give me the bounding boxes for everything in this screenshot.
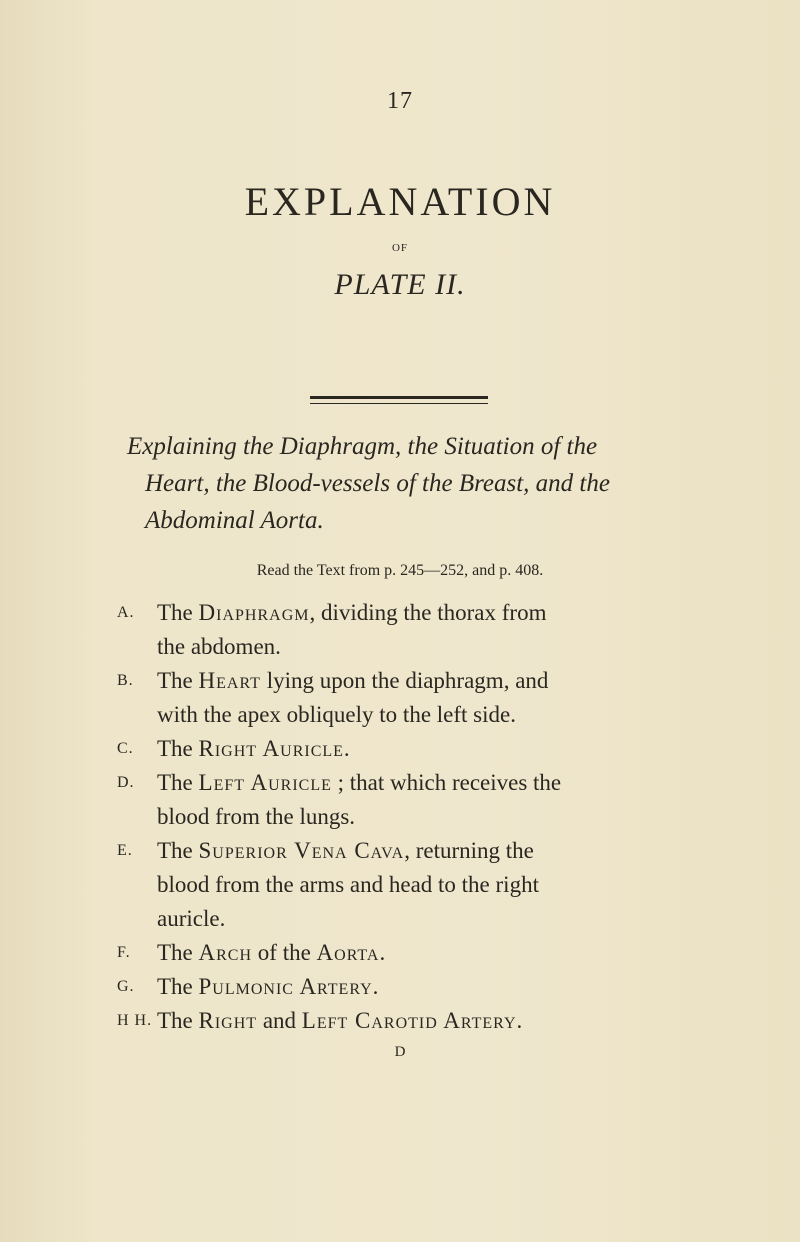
entry-term: Arch (198, 940, 253, 965)
entry-continuation: with the apex obliquely to the left side. (157, 702, 516, 727)
entry-text: The (157, 838, 199, 863)
subtitle-line: Explaining the Diaphragm, the Situation of the (127, 433, 598, 460)
entry-continuation: auricle. (157, 906, 226, 931)
entry-term: Left Carotid Artery. (301, 1008, 524, 1033)
legend-entry-e (117, 834, 757, 936)
divider-rule (310, 396, 488, 404)
entry-letter: H H. (117, 1012, 153, 1029)
legend-entries (117, 596, 757, 1038)
legend-entry-g (117, 970, 757, 1004)
title-of: OF (391, 242, 409, 254)
entry-text: , dividing the thorax from (309, 600, 547, 625)
entry-text: The (157, 940, 199, 965)
read-reference: Read the Text from p. 245—252, and p. 408. (256, 562, 544, 579)
entry-text: ; that which receives the (331, 770, 562, 795)
entry-continuation: blood from the lungs. (157, 804, 356, 829)
entry-term: Diaphragm (198, 600, 310, 625)
entry-letter: C. (117, 740, 134, 757)
entry-text: of the (252, 940, 317, 965)
entry-text: lying upon the diaphragm, and (260, 668, 549, 693)
legend-entry-a (117, 596, 757, 664)
entry-term: Aorta. (316, 940, 387, 965)
entry-text: The (157, 770, 199, 795)
legend-entry-d (117, 766, 757, 834)
subtitle-line: Abdominal Aorta. (145, 507, 324, 534)
legend-entry-c (117, 732, 757, 766)
entry-term: Right Auricle. (198, 736, 351, 761)
entry-term: Pulmonic Artery. (198, 974, 380, 999)
entry-letter: E. (117, 842, 133, 859)
entry-term: Superior Vena Cava (198, 838, 405, 863)
entry-continuation: blood from the arms and head to the right (157, 872, 539, 897)
entry-continuation: the abdomen. (157, 634, 281, 659)
plate-title: PLATE II. (334, 268, 466, 301)
page-number: 17 (387, 88, 413, 114)
entry-text: The (157, 600, 199, 625)
entry-text: The (157, 736, 199, 761)
legend-entry-b (117, 664, 757, 732)
subtitle-line: Heart, the Blood-vessels of the Breast, and the (145, 470, 610, 497)
entry-letter: A. (117, 604, 135, 621)
page-title: EXPLANATION (244, 179, 556, 224)
entry-text: and (257, 1008, 302, 1033)
legend-entry-f (117, 936, 757, 970)
entry-term: Right (198, 1008, 258, 1033)
entry-text: , returning the (404, 838, 534, 863)
entry-text: The (157, 668, 199, 693)
entry-text: The (157, 1008, 199, 1033)
entry-term: Heart (198, 668, 261, 693)
entry-letter: B. (117, 672, 134, 689)
plate-subtitle (127, 428, 737, 539)
entry-letter: G. (117, 978, 135, 995)
entry-text: The (157, 974, 199, 999)
entry-letter: F. (117, 944, 131, 961)
entry-term: Left Auricle (198, 770, 332, 795)
entry-letter: D. (117, 774, 135, 791)
signature-mark: D (394, 1044, 406, 1060)
legend-entry-hh (117, 1004, 757, 1038)
